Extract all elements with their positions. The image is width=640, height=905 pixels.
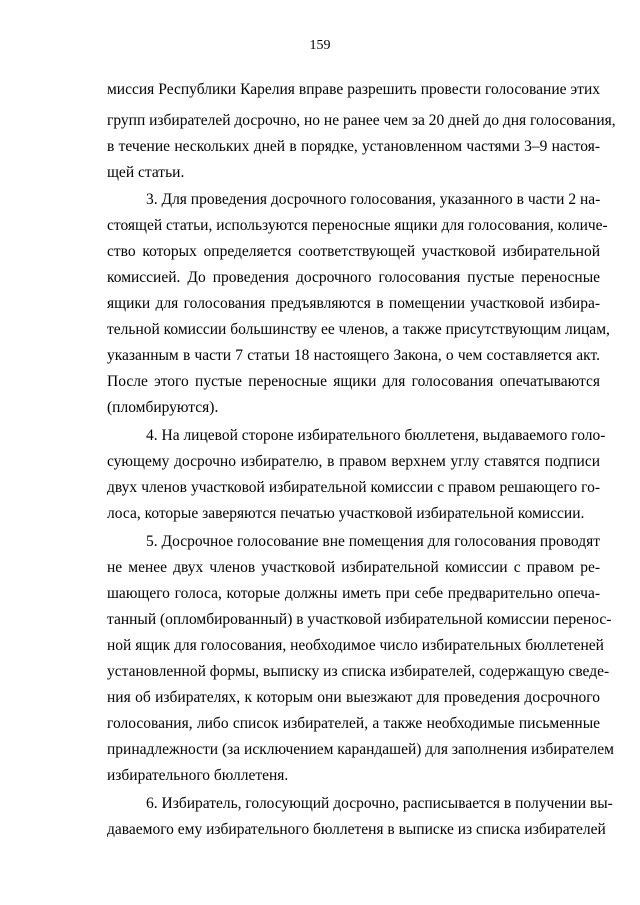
text-line: 5. Досрочное голосование вне помещения для голосования проводят	[146, 533, 600, 550]
text-line: шающего голоса, которые должны иметь при себе предварительно опеча-	[107, 585, 600, 602]
text-line: ящики для голосования предъявляются в помещении участковой избира-	[107, 295, 600, 312]
text-line: стоящей статьи, используются переносные ящики для голосования, количе-	[107, 217, 608, 234]
text-line: миссия Республики Карелия вправе разрешить провести голосование этих	[107, 81, 600, 98]
text-line: сующему досрочно избирателю, в правом верхнем углу ставятся подписи	[107, 453, 600, 470]
text-line: групп избирателей досрочно, но не ранее чем за 20 дней до дня голосования,	[107, 112, 616, 129]
text-line: щей статьи.	[107, 164, 185, 181]
text-line: (пломбируются).	[107, 399, 219, 416]
text-line: танный (опломбированный) в участковой избирательной комиссии перенос-	[107, 611, 612, 628]
text-line: ство которых определяется соответствующей участковой избирательной	[107, 243, 600, 260]
text-line: принадлежности (за исключением карандашей) для заполнения избирателем	[107, 741, 614, 758]
text-line: в течение нескольких дней в порядке, установленном частями 3–9 настоя-	[107, 138, 600, 155]
text-line: даваемого ему избирательного бюллетеня в выписке из списка избирателей	[107, 821, 606, 838]
text-line: двух членов участковой избирательной комиссии с правом решающего го-	[107, 479, 600, 496]
text-line: тельной комиссии большинству ее членов, а также присутствующим лицам,	[107, 321, 610, 338]
text-line: 6. Избиратель, голосующий досрочно, расписывается в получении вы-	[146, 795, 613, 812]
text-line: ной ящик для голосования, необходимое число избирательных бюллетеней	[107, 637, 604, 654]
text-line: комиссией. До проведения досрочного голосования пустые переносные	[107, 269, 600, 286]
page-number: 159	[309, 38, 331, 53]
text-line: избирательного бюллетеня.	[107, 767, 289, 784]
text-line: После этого пустые переносные ящики для голосования опечатываются	[107, 373, 600, 390]
text-line: ния об избирателях, к которым они выезжают для проведения досрочного	[107, 689, 600, 706]
text-line: указанным в части 7 статьи 18 настоящего Закона, о чем составляется акт.	[107, 347, 600, 364]
text-line: лоса, которые заверяются печатью участковой избирательной комиссии.	[107, 505, 585, 522]
text-line: 4. На лицевой стороне избирательного бюллетеня, выдаваемого голо-	[146, 427, 606, 444]
text-line: голосования, либо список избирателей, а также необходимые письменные	[107, 715, 600, 732]
text-line: не менее двух членов участковой избирательной комиссии с правом ре-	[107, 559, 600, 576]
text-line: 3. Для проведения досрочного голосования, указанного в части 2 на-	[146, 191, 601, 208]
text-line: установленной формы, выписку из списка избирателей, содержащую сведе-	[107, 663, 610, 680]
